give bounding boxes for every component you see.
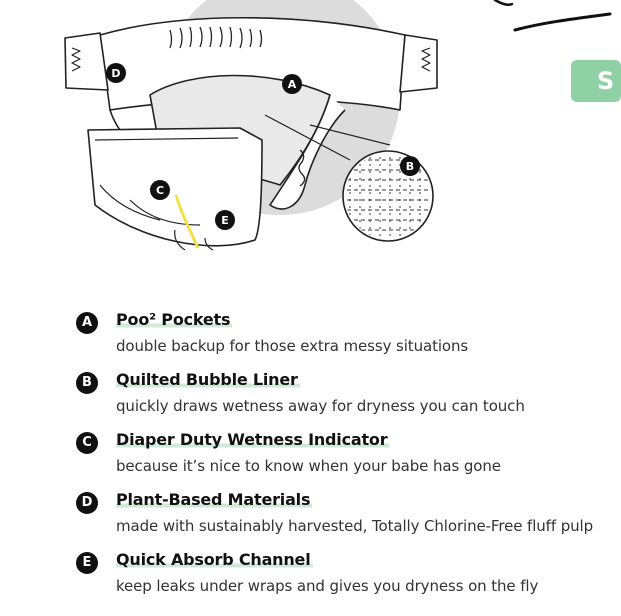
- feature-badge: C: [76, 432, 98, 454]
- feature-item-e: [76, 548, 610, 608]
- feature-description: made with sustainably harvested, Totally Chlorine-Free fluff pulp: [116, 517, 594, 535]
- callout-e: [215, 210, 235, 230]
- feature-badge: D: [76, 492, 98, 514]
- feature-description: keep leaks under wraps and gives you dryness on the fly: [116, 577, 539, 595]
- decorative-stroke: [515, 14, 610, 30]
- feature-list: [76, 308, 610, 608]
- callout-b-letter: B: [405, 160, 415, 173]
- callout-d-letter: D: [111, 67, 121, 80]
- feature-item-a: [76, 308, 610, 368]
- feature-title: Quick Absorb Channel: [116, 550, 311, 569]
- callout-d: [106, 63, 126, 83]
- green-tag: S: [571, 60, 621, 102]
- callout-a-letter: A: [287, 78, 297, 91]
- feature-item-b: [76, 368, 610, 428]
- callout-e-letter: E: [221, 214, 229, 227]
- feature-description: because it’s nice to know when your babe has gone: [116, 457, 501, 475]
- decorative-stroke-2: [495, 0, 512, 5]
- feature-description: double backup for those extra messy situations: [116, 337, 469, 355]
- feature-badge: B: [76, 372, 98, 394]
- feature-item-c: [76, 428, 610, 488]
- feature-title: Diaper Duty Wetness Indicator: [116, 430, 388, 449]
- callout-c-letter: C: [155, 184, 165, 197]
- callout-a: [282, 74, 302, 94]
- feature-badge: E: [76, 552, 98, 574]
- feature-item-d: [76, 488, 610, 548]
- callout-c: [150, 180, 170, 200]
- feature-title: Quilted Bubble Liner: [116, 370, 298, 389]
- feature-description: quickly draws wetness away for dryness you can touch: [116, 397, 525, 415]
- callout-b: [400, 156, 420, 176]
- diaper-illustration: [0, 0, 610, 290]
- feature-badge: A: [76, 312, 98, 334]
- feature-title: Poo² Pockets: [116, 310, 231, 329]
- bubble-liner-zoom: [340, 150, 440, 250]
- feature-title: Plant-Based Materials: [116, 490, 311, 509]
